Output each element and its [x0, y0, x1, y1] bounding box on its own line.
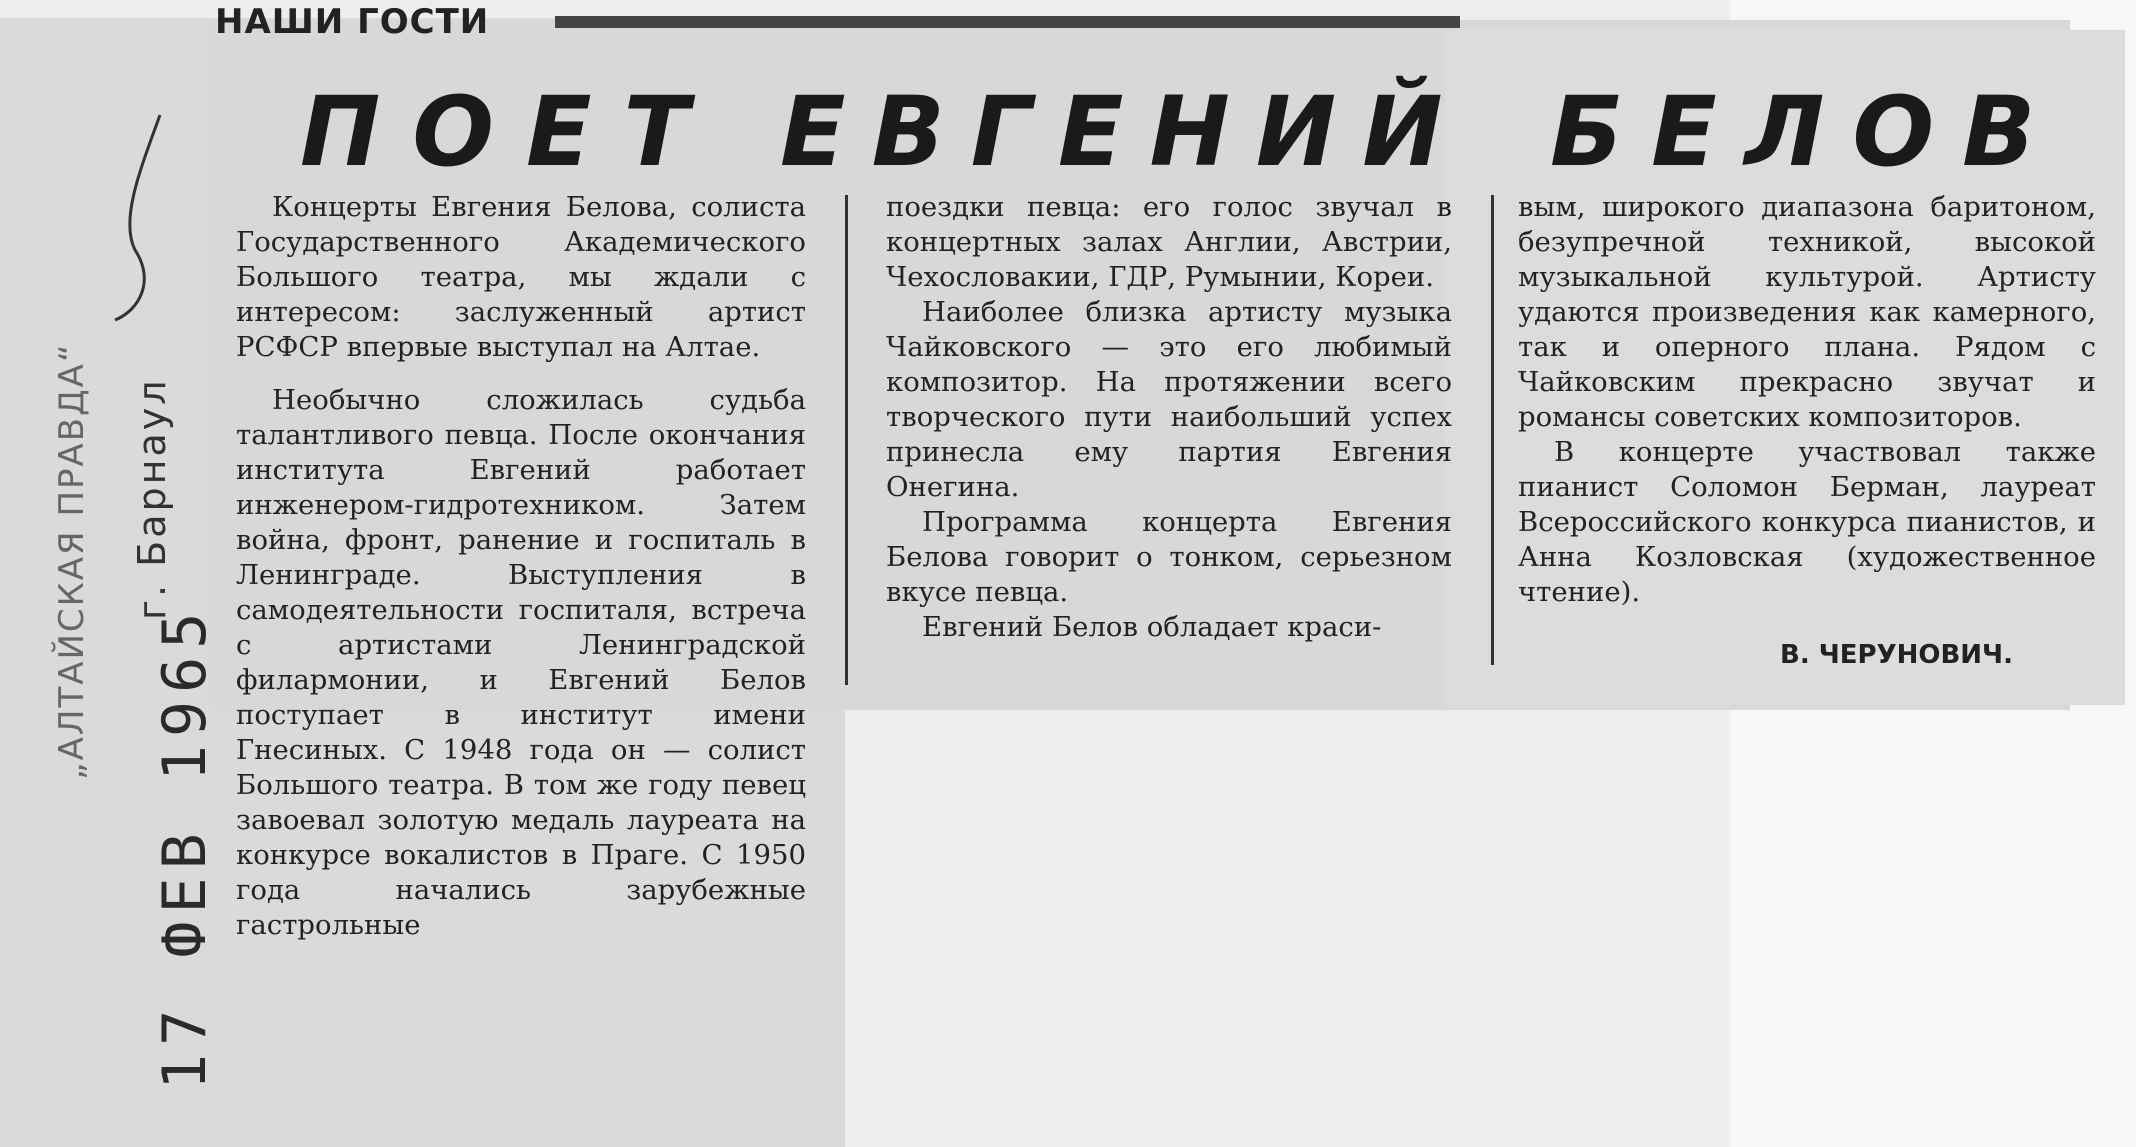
paragraph: В концерте участвовал также пианист Соломон Берман, лауреат Всероссийского конкурса пианистов, и Анна Козловская (художественное чтение). — [1518, 436, 2096, 608]
pen-mark-icon — [100, 110, 180, 330]
section-heading: НАШИ ГОСТИ — [215, 2, 490, 42]
city-stamp: г. Барнаул — [130, 377, 174, 620]
column-divider — [1491, 195, 1494, 665]
column-divider — [845, 195, 848, 685]
section-rule — [555, 16, 1460, 28]
paragraph: Евгений Белов обладает краси- — [922, 611, 1382, 643]
headline-word-3: БЕЛОВ — [1550, 76, 2064, 188]
paragraph: поездки певца: его голос звучал в концертных залах Англии, Австрии, Чехословакии, ГДР, Румынии, Кореи. — [886, 191, 1452, 293]
article-column-3 — [1518, 190, 2096, 610]
paragraph: Концерты Евгения Белова, солиста Государственного Академического Большого театра, мы ждали с интересом: заслуженный артист РСФСР впервые выступал на Алтае. — [236, 191, 806, 363]
headline-word-1: ПОЕТ — [300, 76, 722, 188]
paragraph: Программа концерта Евгения Белова говорит о тонком, серьезном вкусе певца. — [886, 506, 1452, 608]
paragraph: Необычно сложилась судьба талантливого певца. После окончания института Евгений работает инженером-гидротехником. Затем война, фронт, ранение и госпиталь в Ленинграде. Выступления в самодеятельности госпиталя, встреча с артистами Ленинградской филармонии, и Евгений Белов поступает в институт имени Гнесиных. С 1948 года он — солист Большого театра. В том же году певец завоевал золотую медаль лауреата на конкурсе вокалистов в Праге. С 1950 года начались зарубежные гастрольные — [236, 384, 806, 941]
paragraph: вым, широкого диапазона баритоном, безупречной техникой, высокой музыкальной культурой. Артисту удаются произведения как камерного, так и оперного плана. Рядом с Чайковским прекрасно звучат и романсы советских композиторов. — [1518, 191, 2096, 433]
article-column-1 — [236, 190, 806, 943]
article-column-2 — [886, 190, 1452, 645]
date-stamp: 17 ФЕВ 1965 — [150, 604, 220, 1090]
headline-word-2: ЕВГЕНИЙ — [780, 76, 1469, 188]
newspaper-source-stamp: „АЛТАЙСКАЯ ПРАВДА“ — [52, 342, 92, 780]
author-signature: В. ЧЕРУНОВИЧ. — [1780, 640, 2013, 670]
paragraph: Наиболее близка артисту музыка Чайковского — это его любимый композитор. На протяжении всего творческого пути наибольший успех принесла ему партия Евгения Онегина. — [886, 296, 1452, 503]
